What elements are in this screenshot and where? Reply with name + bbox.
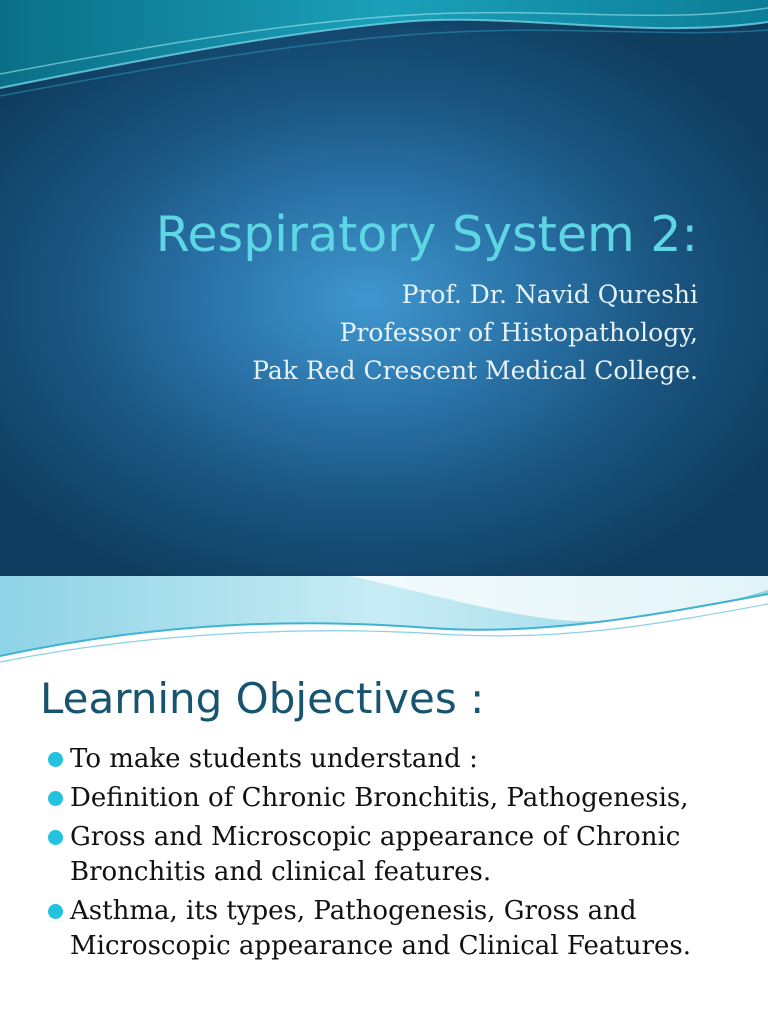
bullet-icon — [48, 830, 63, 845]
top-wave-decoration — [0, 0, 768, 110]
list-item-text: Definition of Chronic Bronchitis, Pathogenesis, — [70, 783, 689, 813]
objectives-heading: Learning Objectives : — [40, 674, 485, 723]
list-item — [48, 742, 748, 777]
objectives-slide — [0, 576, 768, 1024]
list-item-text: Gross and Microscopic appearance of Chronic Bronchitis and clinical features. — [70, 822, 681, 887]
presenter-position: Professor of Histopathology, — [339, 318, 698, 347]
bullet-icon — [48, 904, 63, 919]
objectives-list — [48, 742, 748, 968]
presenter-name: Prof. Dr. Navid Qureshi — [401, 280, 698, 309]
slide2-wave-decoration — [0, 576, 768, 671]
presenter-institution: Pak Red Crescent Medical College. — [252, 356, 698, 385]
list-item — [48, 820, 748, 890]
list-item-text: Asthma, its types, Pathogenesis, Gross and Microscopic appearance and Clinical Features. — [70, 896, 691, 961]
list-item — [48, 781, 748, 816]
presenter-info — [252, 276, 698, 390]
bullet-icon — [48, 752, 63, 767]
list-item — [48, 894, 748, 964]
slide-title: Respiratory System 2: — [155, 206, 698, 263]
bullet-icon — [48, 791, 63, 806]
list-item-text: To make students understand : — [70, 744, 478, 774]
